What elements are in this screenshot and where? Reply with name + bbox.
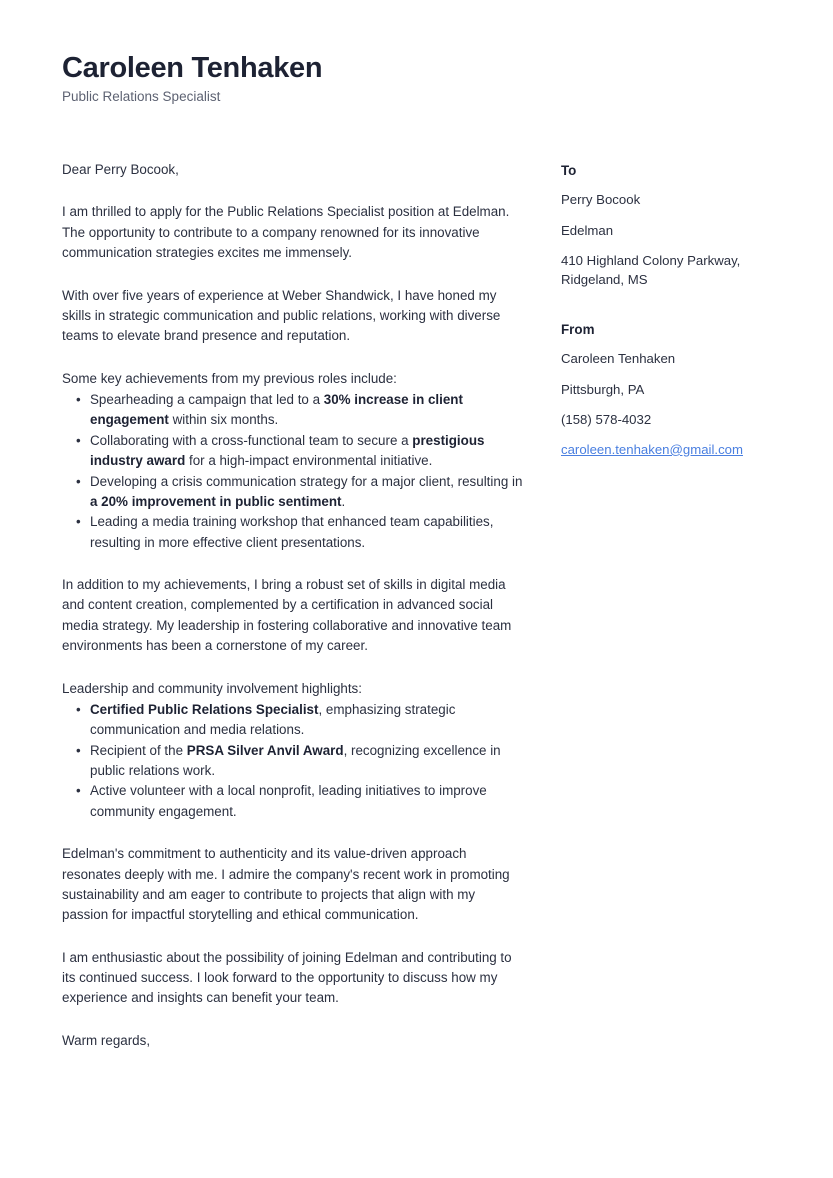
paragraph-skills: In addition to my achievements, I bring a robust set of skills in digital media and content creation, complemented by a certification in advanced social media strategy. My leadership in fostering collaborative and innovative team environments has been a cornerstone of my career.: [62, 577, 512, 654]
list-item: • Spearheading a campaign that led to a 30% increase in client engagement within six months.: [62, 390, 524, 431]
letter-body-columns: [62, 160, 771, 1051]
paragraph-closing-statement: I am enthusiastic about the possibility of joining Edelman and contributing to its continued success. I look forward to the opportunity to discuss how my experience and insights can benefit your team.: [62, 949, 512, 1006]
recipient-company: Edelman: [561, 222, 614, 238]
list-item: • Recipient of the PRSA Silver Anvil Award, recognizing excellence in public relations work.: [62, 741, 524, 782]
recipient-name: Perry Bocook: [561, 192, 641, 208]
sender-phone: (158) 578-4032: [561, 411, 652, 427]
list-item: • Leading a media training workshop that enhanced team capabilities, resulting in more effective client presentations.: [62, 512, 524, 553]
achievements-list: [62, 390, 524, 553]
list-item: • Collaborating with a cross-functional team to secure a prestigious industry award for a high-impact environmental initiative.: [62, 431, 524, 472]
achievements-intro: Some key achievements from my previous roles include:: [62, 370, 397, 386]
letter-header: [62, 52, 771, 106]
list-item-emphasis: a 20% improvement in public sentiment: [90, 493, 342, 509]
highlights-list: [62, 700, 524, 822]
list-item-emphasis: prestigious industry award: [90, 432, 485, 469]
list-item-emphasis: Certified Public Relations Specialist: [90, 701, 319, 717]
paragraph-experience: With over five years of experience at Weber Shandwick, I have honed my skills in strategic communication and public relations, working with diverse teams to elevate brand presence and reputation.: [62, 287, 501, 344]
recipient-address: 410 Highland Colony Parkway, Ridgeland, MS: [561, 252, 741, 287]
contact-sidebar: [561, 160, 771, 459]
list-item: • Active volunteer with a local nonprofit, leading initiatives to improve community engagement.: [62, 781, 524, 822]
list-item-emphasis: PRSA Silver Anvil Award: [186, 742, 344, 758]
sender-block: [561, 321, 771, 459]
sender-location: Pittsburgh, PA: [561, 381, 645, 397]
paragraph-company-fit: Edelman's commitment to authenticity and its value-driven approach resonates deeply with me. I admire the company's recent work in promoting sustainability and am eager to contribute to projects that align with my passion for impactful storytelling and ethical communication.: [62, 846, 510, 923]
sender-name: Caroleen Tenhaken: [561, 351, 676, 367]
letter-content-column: [62, 160, 524, 1051]
applicant-name: Caroleen Tenhaken: [62, 52, 323, 84]
closing-salutation: Warm regards,: [62, 1032, 151, 1048]
to-heading: To: [561, 163, 577, 179]
list-item: • Certified Public Relations Specialist, emphasizing strategic communication and media relations.: [62, 700, 524, 741]
applicant-job-title: Public Relations Specialist: [62, 89, 221, 105]
recipient-block: [561, 162, 771, 289]
highlights-intro: Leadership and community involvement highlights:: [62, 680, 362, 696]
from-heading: From: [561, 322, 595, 337]
list-item-emphasis: 30% increase in client engagement: [90, 392, 463, 428]
salutation: Dear Perry Bocook,: [62, 162, 179, 178]
sender-email-link[interactable]: caroleen.tenhaken@gmail.com: [561, 441, 743, 457]
list-item: • Developing a crisis communication strategy for a major client, resulting in a 20% improvement in public sentiment.: [62, 472, 524, 513]
paragraph-intro: I am thrilled to apply for the Public Relations Specialist position at Edelman. The opportunity to contribute to a company renowned for its innovative communication strategies excites me immensely.: [62, 204, 510, 261]
